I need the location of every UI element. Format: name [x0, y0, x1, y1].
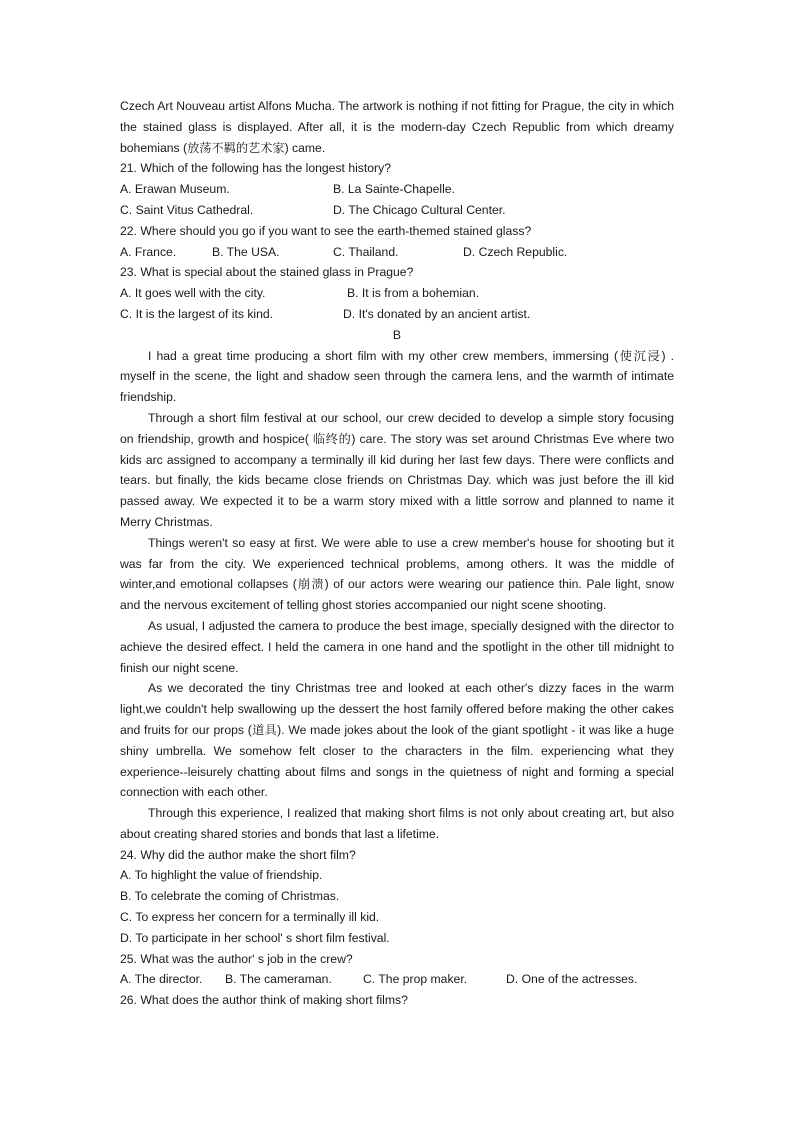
option-row [120, 242, 674, 263]
option-d: D. To participate in her school' s short film festival. [120, 930, 390, 945]
question-stem: 21. Which of the following has the longest history? [120, 161, 391, 176]
paragraph: Through a short film festival at our school, our crew decided to develop a simple story focusing on friendship, growth and hospice( 临终的) care. The story was set around Christmas Eve where two kids arc assigned to accompany a terminally ill kid during her last few days. There were conflicts and tears. but finally, the kids became close friends on Christmas Day. which was just before the ill kid passed away. We expected it to be a warm story mixed with a little sorrow and planned to name it Merry Christmas. [120, 410, 674, 529]
question-26 [120, 990, 674, 1011]
option-row [120, 179, 674, 200]
option-b: B. La Sainte-Chapelle. [333, 182, 455, 197]
option-d: D. Czech Republic. [463, 244, 568, 259]
option-row [120, 283, 674, 304]
question-stem: 25. What was the author' s job in the crew? [120, 951, 353, 966]
option-c: C. It is the largest of its kind. [120, 306, 274, 321]
option-c: C. Saint Vitus Cathedral. [120, 202, 254, 217]
option-d: D. One of the actresses. [506, 972, 638, 987]
paragraph: Things weren't so easy at first. We were able to use a crew member's house for shooting but it was far from the city. We experienced technical problems, among others. It was the middle of winter,and emotional collapses (崩溃) of our actors were wearing our patience thin. Pale light, snow and the nervous excitement of telling ghost stories accompanied our night scene shooting. [120, 535, 674, 613]
paragraph: Through this experience, I realized that making short films is not only about creating art, but also about creating shared stories and bonds that last a lifetime. [120, 806, 674, 841]
section-b-heading: B [392, 327, 402, 342]
passage-a-tail: Czech Art Nouveau artist Alfons Mucha. The artwork is nothing if not fitting for Prague, the city in which the stained glass is displayed. After all, it is the modern-day Czech Republic from which dreamy bohemians (放荡不羁的艺术家) came. [120, 99, 674, 155]
exam-page [120, 96, 674, 1011]
option-a: A. France. [120, 244, 177, 259]
question-25 [120, 949, 674, 991]
option-a: A. The director. [120, 972, 203, 987]
option-a: A. To highlight the value of friendship. [120, 868, 323, 883]
question-stem: 24. Why did the author make the short film? [120, 847, 356, 862]
option-c: C. To express her concern for a terminally ill kid. [120, 910, 380, 925]
paragraph: As we decorated the tiny Christmas tree and looked at each other's dizzy faces in the warm light,we couldn't help swallowing up the dessert the host family offered before making the other cakes and fruits for our props (道具). We made jokes about the look of the giant spotlight - it was like a huge shiny umbrella. We somehow felt closer to the characters in the film. experiencing what they experience--leisurely chatting about films and songs in the quietness of night and forming a special connection with each other. [120, 681, 674, 800]
question-23 [120, 262, 674, 324]
question-24 [120, 845, 674, 949]
option-row [120, 200, 674, 221]
question-21 [120, 158, 674, 220]
question-22 [120, 221, 674, 263]
paragraph: I had a great time producing a short film with my other crew members, immersing (使沉浸) . myself in the scene, the light and shadow seen through the camera lens, and the warmth of intimate friendship. [120, 348, 674, 405]
option-b: B. It is from a bohemian. [347, 286, 480, 301]
option-b: B. The USA. [212, 244, 280, 259]
option-c: C. The prop maker. [363, 972, 468, 987]
option-row [120, 304, 674, 325]
paragraph: As usual, I adjusted the camera to produce the best image, specially designed with the director to achieve the desired effect. I held the camera in one hand and the spotlight in the other till midnight to finish our night scene. [120, 618, 674, 675]
option-b: B. The cameraman. [225, 972, 332, 987]
option-a: A. Erawan Museum. [120, 182, 230, 197]
question-stem: 22. Where should you go if you want to see the earth-themed stained glass? [120, 223, 532, 238]
passage-b [120, 346, 674, 845]
option-a: A. It goes well with the city. [120, 286, 266, 301]
option-d: D. It's donated by an ancient artist. [343, 306, 531, 321]
question-stem: 23. What is special about the stained glass in Prague? [120, 265, 414, 280]
option-b: B. To celebrate the coming of Christmas. [120, 889, 340, 904]
option-c: C. Thailand. [333, 244, 399, 259]
question-stem: 26. What does the author think of making short films? [120, 993, 408, 1008]
option-d: D. The Chicago Cultural Center. [333, 202, 506, 217]
option-row [120, 969, 674, 990]
